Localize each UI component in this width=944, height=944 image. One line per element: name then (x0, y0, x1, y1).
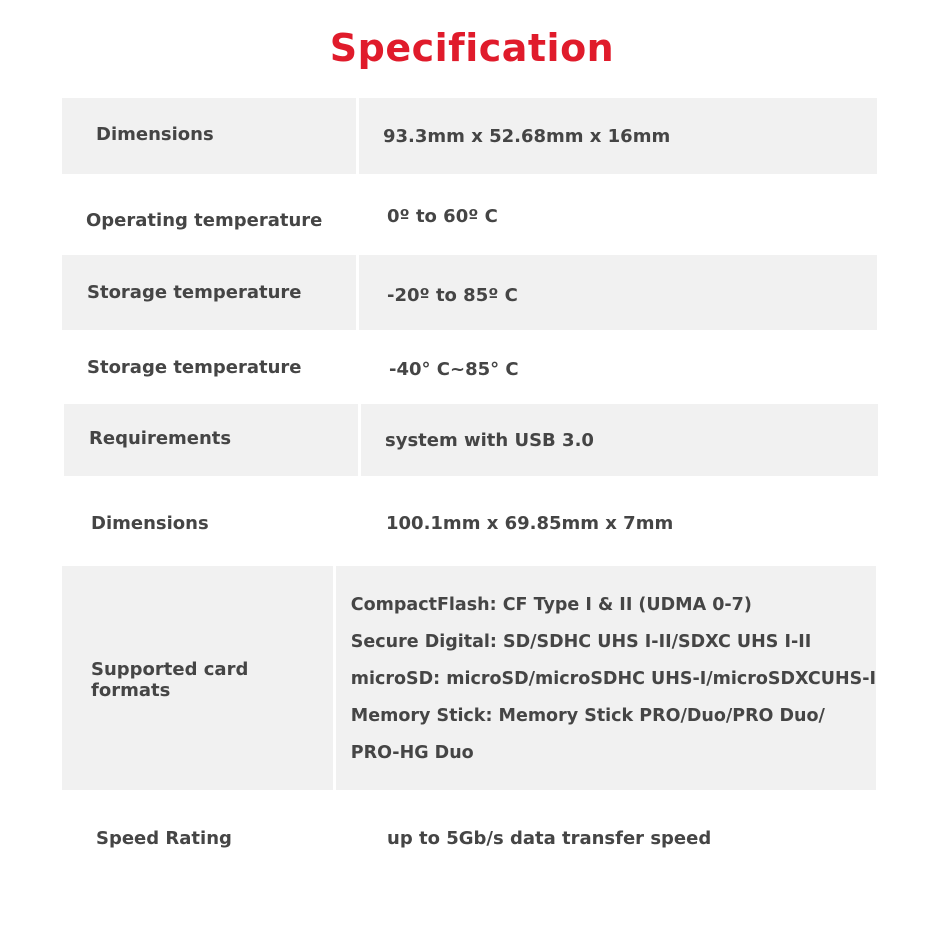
spec-row-operating-temperature (62, 180, 877, 256)
spec-label: Storage temperature (87, 356, 302, 378)
spec-label: Operating temperature (86, 209, 323, 231)
spec-row-dimensions-2 (62, 484, 877, 562)
spec-row-storage-temperature-alt (62, 330, 877, 404)
spec-label: Dimensions (91, 512, 209, 534)
spec-value: -20º to 85º C (359, 255, 877, 330)
card-format-line: CompactFlash: CF Type I & II (UDMA 0-7) (350, 594, 752, 615)
spec-row-requirements (64, 404, 878, 476)
card-format-line: Secure Digital: SD/SDHC UHS I-II/SDXC UHS I-II (350, 631, 812, 652)
spec-value-list (336, 566, 876, 790)
spec-row-speed-rating (62, 800, 877, 876)
card-format-line: microSD: microSD/microSDHC UHS-I/microSDXCUHS-I (350, 668, 876, 689)
spec-label: Speed Rating (96, 827, 232, 849)
spec-value: 100.1mm x 69.85mm x 7mm (386, 512, 674, 534)
spec-label: Requirements (64, 404, 358, 476)
spec-value: system with USB 3.0 (361, 404, 878, 476)
spec-row-storage-temperature (62, 255, 877, 330)
page-title: Specification (329, 26, 615, 70)
spec-value: up to 5Gb/s data transfer speed (387, 827, 712, 849)
spec-row-dimensions (62, 98, 877, 174)
spec-value: 0º to 60º C (387, 205, 498, 227)
card-format-line: PRO-HG Duo (350, 742, 474, 763)
spec-label: Dimensions (62, 98, 356, 174)
spec-label: Storage temperature (62, 255, 356, 330)
spec-row-supported-card-formats (62, 566, 876, 790)
card-format-line: Memory Stick: Memory Stick PRO/Duo/PRO Duo/ (350, 705, 825, 726)
spec-label: Supported card formats (62, 566, 333, 790)
spec-value: 93.3mm x 52.68mm x 16mm (359, 98, 877, 174)
spec-value: -40° C~85° C (389, 358, 519, 380)
